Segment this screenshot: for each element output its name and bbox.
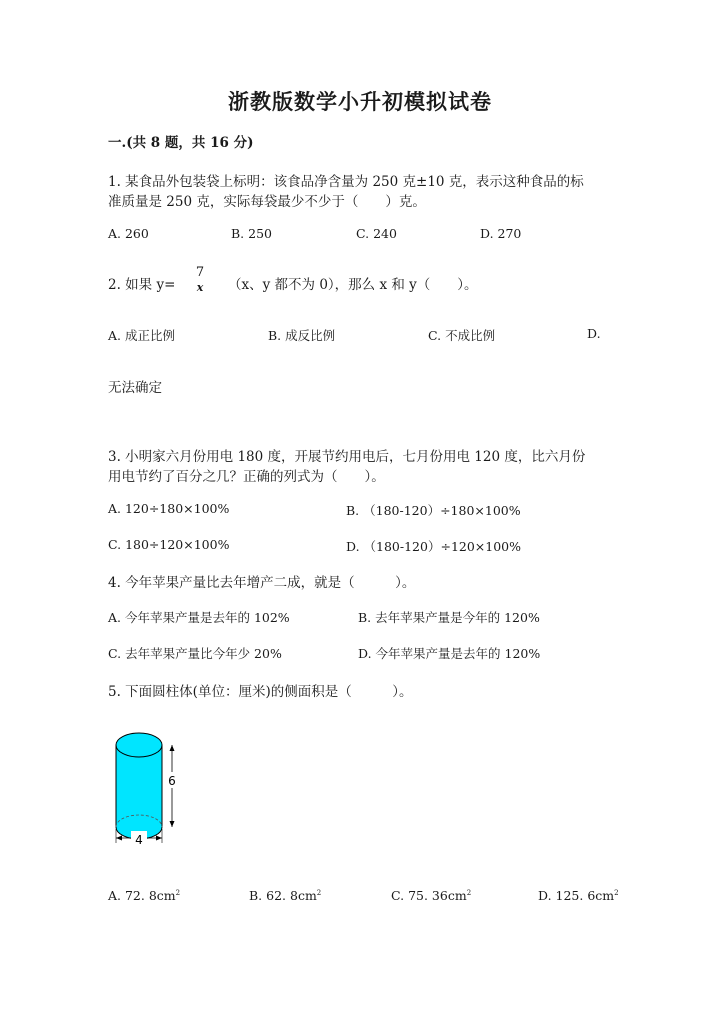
question-1-option-d: D. 270 xyxy=(480,226,522,241)
height-label: 6 xyxy=(168,774,176,788)
question-1-line-1: 1. 某食品外包装袋上标明：该食品净含量为 250 克±10 克，表示这种食品的标 xyxy=(108,174,584,190)
question-2-prefix: 2. 如果 y= xyxy=(108,277,176,293)
question-2-option-c: C. 不成比例 xyxy=(428,328,496,343)
question-2-option-a: A. 成正比例 xyxy=(108,328,175,343)
question-5-option-a: A. 72. $8cm^2$ xyxy=(108,888,181,903)
question-3-option-d: D. （180-120）÷120×100% xyxy=(346,539,522,554)
question-1-option-c: C. 240 xyxy=(356,226,397,241)
height-arrow-top xyxy=(170,745,175,751)
cylinder-side xyxy=(116,745,162,839)
question-5-option-c: C. 75. $36cm^2$ xyxy=(391,888,472,903)
question-4-option-b: B. 去年苹果产量是今年的 120% xyxy=(358,610,540,625)
question-4-text: 4. 今年苹果产量比去年增产二成，就是（ ）。 xyxy=(108,575,416,591)
question-1-option-a: A. 260 xyxy=(108,226,149,241)
question-2-option-b: B. 成反比例 xyxy=(268,328,336,343)
question-3-line-1: 3. 小明家六月份用电 180 度，开展节约用电后，七月份用电 120 度，比六月份 xyxy=(108,449,586,465)
fraction xyxy=(193,265,207,295)
section-heading: 一.(共 8 题，共 16 分) xyxy=(108,135,254,151)
question-4-option-d: D. 今年苹果产量是去年的 120% xyxy=(358,646,541,661)
diameter-arrow-left xyxy=(116,836,122,841)
question-5-option-d: D. 125. $6cm^2$ xyxy=(538,888,619,903)
diameter-arrow-right xyxy=(156,836,162,841)
fraction-denominator: x xyxy=(196,281,204,294)
question-1-option-b: B. 250 xyxy=(231,226,272,241)
question-3-option-c: C. 180÷120×100% xyxy=(108,537,230,552)
question-5-text: 5. 下面圆柱体(单位：厘米)的侧面积是（ ）。 xyxy=(108,684,413,700)
cylinder-top xyxy=(116,733,162,757)
page-title: 浙教版数学小升初模拟试卷 xyxy=(228,89,492,114)
fraction-numerator: 7 xyxy=(195,265,205,280)
question-5-option-b: B. 62. $8cm^2$ xyxy=(249,888,322,903)
height-arrow-bottom xyxy=(170,821,175,827)
question-3-option-a: A. 120÷180×100% xyxy=(108,501,230,516)
cylinder-figure xyxy=(100,722,190,850)
question-1-line-2: 准质量是 250 克，实际每袋最少不少于（ ）克。 xyxy=(108,194,426,210)
question-3-option-b: B. （180-120）÷180×100% xyxy=(346,503,521,518)
question-3-line-2: 用电节约了百分之几？正确的列式为（ ）。 xyxy=(108,469,385,485)
question-2-option-d-text: 无法确定 xyxy=(108,380,162,396)
question-4-option-a: A. 今年苹果产量是去年的 102% xyxy=(108,610,290,625)
question-2-option-d: D. xyxy=(587,326,601,341)
diameter-label: 4 xyxy=(135,833,143,847)
question-2-suffix: （x、y 都不为 0），那么 x 和 y（ ）。 xyxy=(228,277,478,293)
question-4-option-c: C. 去年苹果产量比今年少 20% xyxy=(108,646,282,661)
